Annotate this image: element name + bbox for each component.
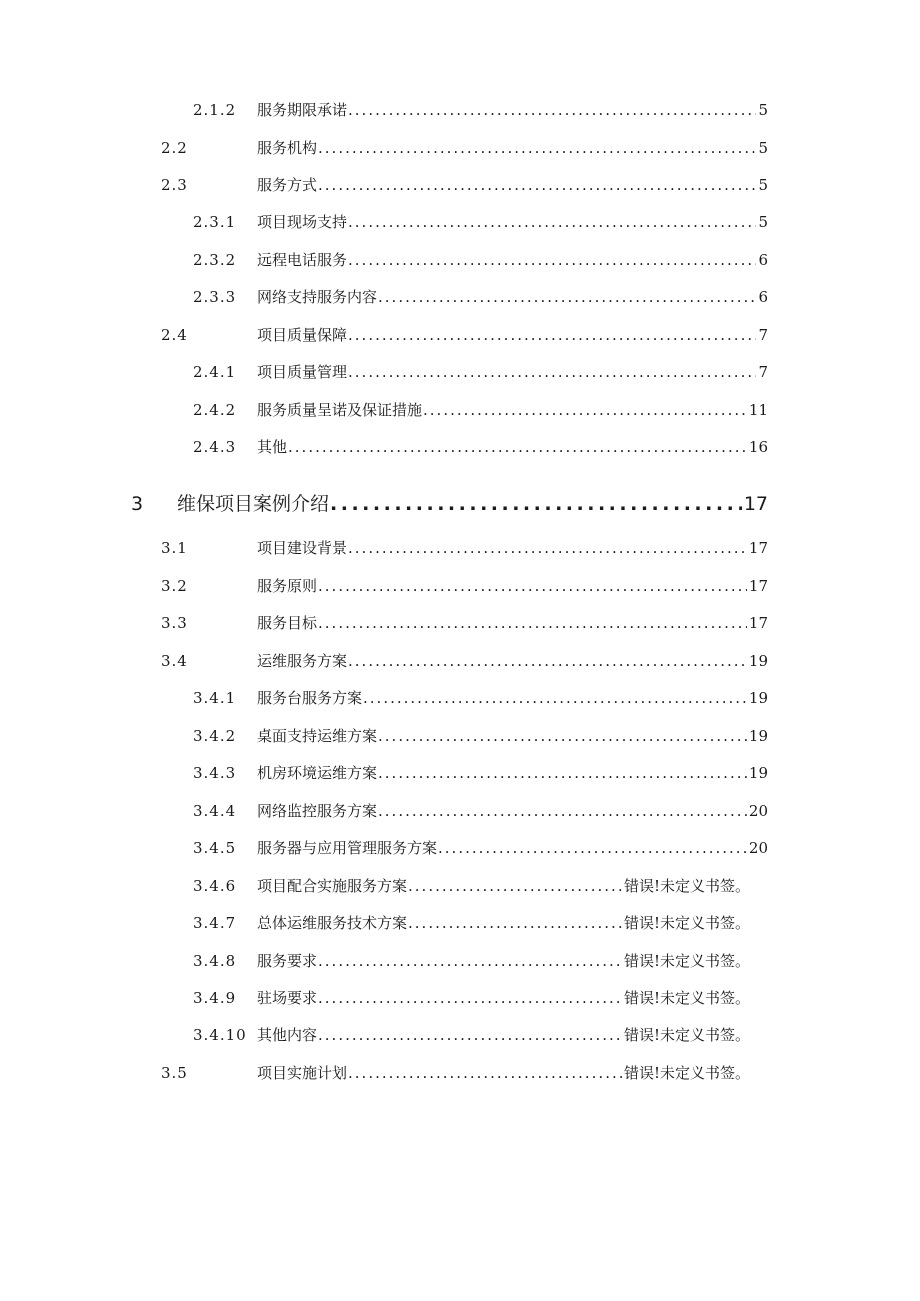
toc-entry-title: 服务目标 [257, 614, 318, 632]
dot-leader [348, 210, 756, 234]
toc-entry-page: 7 [758, 326, 768, 344]
dot-leader [423, 398, 747, 422]
toc-entry-number: 2.4.1 [193, 363, 237, 381]
toc-entry-3-2[interactable] [0, 574, 920, 598]
toc-entry-number: 2.3.3 [193, 288, 237, 306]
toc-entry-page: 19 [748, 652, 768, 670]
toc-entry-2-3-1[interactable] [0, 210, 920, 234]
toc-entry-title: 服务期限承诺 [257, 101, 348, 119]
toc-entry-2-2[interactable] [0, 136, 920, 160]
toc-entry-page: 5 [758, 101, 768, 119]
toc-entry-page: 5 [758, 176, 768, 194]
toc-entry-title: 运维服务方案 [257, 652, 348, 670]
toc-entry-title: 项目质量管理 [257, 363, 348, 381]
toc-entry-3-5[interactable] [0, 1061, 920, 1085]
toc-entry-title: 服务质量呈诺及保证措施 [257, 401, 423, 419]
dot-leader [348, 323, 756, 347]
toc-entry-3-4-9[interactable] [0, 986, 920, 1010]
toc-entry-title: 其他 [257, 438, 288, 456]
toc-entry-page: 20 [748, 839, 768, 857]
toc-entry-2-3-2[interactable] [0, 248, 920, 272]
toc-entry-number: 3.4.10 [193, 1026, 247, 1044]
toc-entry-number: 3.4.9 [193, 989, 237, 1007]
toc-entry-title: 项目现场支持 [257, 213, 348, 231]
toc-entry-2-4-3[interactable] [0, 435, 920, 459]
toc-entry-number: 2.3.2 [193, 251, 237, 269]
dot-leader [363, 686, 747, 710]
toc-entry-3-4-5[interactable] [0, 836, 920, 860]
dot-leader [330, 489, 742, 519]
toc-entry-3-4[interactable] [0, 649, 920, 673]
dot-leader [288, 435, 747, 459]
toc-entry-title: 网络监控服务方案 [257, 802, 378, 820]
toc-entry-page: 6 [758, 251, 768, 269]
toc-entry-number: 3.4.3 [193, 764, 237, 782]
dot-leader [408, 911, 622, 935]
toc-entry-3-4-4[interactable] [0, 799, 920, 823]
toc-entry-page: 17 [748, 539, 768, 557]
toc-entry-3-1[interactable] [0, 536, 920, 560]
dot-leader [408, 874, 622, 898]
dot-leader [438, 836, 747, 860]
toc-entry-number: 3.4.4 [193, 802, 237, 820]
toc-entry-title: 项目配合实施服务方案 [257, 877, 408, 895]
toc-entry-title: 驻场要求 [257, 989, 318, 1007]
toc-entry-number: 2.2 [161, 139, 188, 157]
toc-entry-number: 3.5 [161, 1064, 188, 1082]
toc-entry-number: 3.4.7 [193, 914, 237, 932]
toc-entry-number: 3.2 [161, 577, 188, 595]
toc-entry-title: 网络支持服务内容 [257, 288, 378, 306]
toc-entry-3-4-7[interactable] [0, 911, 920, 935]
bookmark-error-text: 错误!未定义书签。 [623, 989, 750, 1007]
bookmark-error-text: 错误!未定义书签。 [623, 1026, 750, 1044]
toc-entry-page: 6 [758, 288, 768, 306]
dot-leader [348, 536, 747, 560]
dot-leader [378, 285, 756, 309]
toc-entry-title: 服务方式 [257, 176, 318, 194]
toc-entry-number: 3.4.1 [193, 689, 237, 707]
bookmark-error-text: 错误!未定义书签。 [623, 952, 750, 970]
dot-leader [318, 986, 622, 1010]
toc-entry-page: 7 [758, 363, 768, 381]
toc-chapter-number: 3 [131, 493, 144, 515]
toc-entry-2-1-2[interactable] [0, 98, 920, 122]
dot-leader [348, 360, 756, 384]
bookmark-error-text: 错误!未定义书签。 [623, 1064, 750, 1082]
toc-entry-page: 19 [748, 764, 768, 782]
toc-entry-page: 17 [748, 614, 768, 632]
toc-entry-title: 服务机构 [257, 139, 318, 157]
toc-entry-page: 16 [748, 438, 768, 456]
toc-entry-title: 项目质量保障 [257, 326, 348, 344]
toc-entry-page: 19 [748, 689, 768, 707]
toc-entry-number: 3.4.8 [193, 952, 237, 970]
toc-entry-number: 2.4.2 [193, 401, 237, 419]
toc-entry-2-4-2[interactable] [0, 398, 920, 422]
toc-entry-number: 2.3.1 [193, 213, 237, 231]
dot-leader [348, 649, 747, 673]
toc-entry-number: 3.4.2 [193, 727, 237, 745]
toc-entry-title: 总体运维服务技术方案 [257, 914, 408, 932]
toc-entry-title: 项目建设背景 [257, 539, 348, 557]
toc-entry-page: 5 [758, 139, 768, 157]
dot-leader [318, 949, 622, 973]
dot-leader [378, 761, 747, 785]
toc-chapter-page: 17 [743, 493, 768, 515]
toc-entry-number: 3.4.6 [193, 877, 237, 895]
toc-entry-title: 远程电话服务 [257, 251, 348, 269]
toc-entry-number: 3.4.5 [193, 839, 237, 857]
toc-entry-title: 服务器与应用管理服务方案 [257, 839, 438, 857]
toc-entry-number: 2.4.3 [193, 438, 237, 456]
bookmark-error-text: 错误!未定义书签。 [623, 914, 750, 932]
dot-leader [348, 248, 756, 272]
toc-entry-page: 11 [748, 401, 768, 419]
dot-leader [318, 136, 756, 160]
dot-leader [378, 724, 747, 748]
toc-entry-title: 服务台服务方案 [257, 689, 363, 707]
toc-entry-number: 3.4 [161, 652, 188, 670]
toc-entry-2-3[interactable] [0, 173, 920, 197]
toc-entry-page: 20 [748, 802, 768, 820]
toc-entry-2-4[interactable] [0, 323, 920, 347]
toc-entry-2-3-3[interactable] [0, 285, 920, 309]
dot-leader [318, 173, 756, 197]
toc-entry-3-4-2[interactable] [0, 724, 920, 748]
toc-chapter-3[interactable] [0, 489, 920, 519]
dot-leader [348, 98, 756, 122]
toc-entry-3-4-10[interactable] [0, 1023, 920, 1047]
toc-entry-title: 项目实施计划 [257, 1064, 348, 1082]
toc-entry-number: 2.1.2 [193, 101, 237, 119]
toc-entry-title: 桌面支持运维方案 [257, 727, 378, 745]
toc-entry-title: 机房环境运维方案 [257, 764, 378, 782]
toc-chapter-title: 维保项目案例介绍 [177, 493, 330, 515]
dot-leader [318, 1023, 622, 1047]
bookmark-error-text: 错误!未定义书签。 [623, 877, 750, 895]
toc-entry-number: 3.1 [161, 539, 188, 557]
dot-leader [378, 799, 747, 823]
toc-entry-page: 17 [748, 577, 768, 595]
toc-entry-title: 服务原则 [257, 577, 318, 595]
toc-entry-number: 2.3 [161, 176, 188, 194]
toc-entry-3-4-1[interactable] [0, 686, 920, 710]
toc-entry-number: 3.3 [161, 614, 188, 632]
toc-entry-2-4-1[interactable] [0, 360, 920, 384]
toc-entry-3-4-8[interactable] [0, 949, 920, 973]
dot-leader [318, 574, 747, 598]
toc-entry-number: 2.4 [161, 326, 188, 344]
toc-entry-3-3[interactable] [0, 611, 920, 635]
toc-entry-3-4-3[interactable] [0, 761, 920, 785]
toc-entry-3-4-6[interactable] [0, 874, 920, 898]
dot-leader [348, 1061, 622, 1085]
dot-leader [318, 611, 747, 635]
toc-entry-title: 服务要求 [257, 952, 318, 970]
toc-entry-page: 19 [748, 727, 768, 745]
toc-entry-title: 其他内容 [257, 1026, 318, 1044]
toc-entry-page: 5 [758, 213, 768, 231]
